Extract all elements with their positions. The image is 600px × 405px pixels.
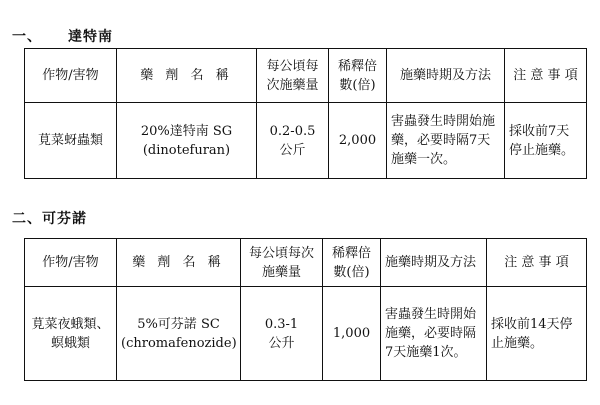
col-header-dilution: 稀釋倍數(倍) bbox=[323, 239, 381, 287]
col-header-dose: 每公頃每次施藥量 bbox=[257, 49, 329, 103]
col-header-agent: 藥 劑 名 稱 bbox=[117, 239, 241, 287]
agent-ingredient: (chromafenozide) bbox=[121, 335, 237, 351]
col-header-dilution: 稀釋倍數(倍) bbox=[329, 49, 387, 103]
cell-notes: 採收前7天停止施藥。 bbox=[505, 103, 587, 179]
cell-crop: 莧菜夜蛾類、螟蛾類 bbox=[25, 287, 117, 381]
agent-ingredient: (dinotefuran) bbox=[142, 142, 231, 158]
col-header-crop: 作物/害物 bbox=[25, 49, 117, 103]
dose-unit: 公斤 bbox=[279, 142, 306, 158]
section-heading bbox=[12, 208, 87, 228]
dose-unit: 公升 bbox=[268, 335, 295, 351]
cell-notes: 採收前14天停止施藥。 bbox=[487, 287, 587, 381]
cell-crop: 莧菜蚜蟲類 bbox=[25, 103, 117, 179]
cell-dose bbox=[257, 103, 329, 179]
section-number: 一、 bbox=[12, 29, 42, 45]
col-header-dose: 每公頃每次施藥量 bbox=[241, 239, 323, 287]
section-title: 可芬諾 bbox=[42, 211, 87, 227]
table-header-row bbox=[25, 239, 587, 287]
table-row bbox=[25, 287, 587, 381]
cell-dilution: 1,000 bbox=[323, 287, 381, 381]
table-header-row bbox=[25, 49, 587, 103]
col-header-timing: 施藥時期及方法 bbox=[381, 239, 487, 287]
section-heading bbox=[12, 26, 113, 46]
pesticide-table bbox=[24, 238, 587, 381]
agent-name: 5%可芬諾 SC bbox=[137, 316, 220, 332]
col-header-crop: 作物/害物 bbox=[25, 239, 117, 287]
pesticide-table bbox=[24, 48, 587, 179]
col-header-notes: 注 意 事 項 bbox=[487, 239, 587, 287]
cell-agent bbox=[117, 287, 241, 381]
cell-agent bbox=[117, 103, 257, 179]
cell-timing: 害蟲發生時開始施藥，必要時隔7天施藥1次。 bbox=[381, 287, 487, 381]
cell-dilution: 2,000 bbox=[329, 103, 387, 179]
cell-dose bbox=[241, 287, 323, 381]
agent-name: 20%達特南 SG bbox=[140, 123, 233, 139]
section-number: 二、 bbox=[12, 211, 42, 227]
dose-value: 0.2-0.5 bbox=[269, 123, 316, 139]
cell-timing: 害蟲發生時開始施藥，必要時隔7天施藥一次。 bbox=[387, 103, 505, 179]
col-header-agent: 藥 劑 名 稱 bbox=[117, 49, 257, 103]
col-header-timing: 施藥時期及方法 bbox=[387, 49, 505, 103]
dose-value: 0.3-1 bbox=[264, 316, 299, 332]
table-row bbox=[25, 103, 587, 179]
col-header-notes: 注 意 事 項 bbox=[505, 49, 587, 103]
section-title: 達特南 bbox=[68, 29, 113, 45]
